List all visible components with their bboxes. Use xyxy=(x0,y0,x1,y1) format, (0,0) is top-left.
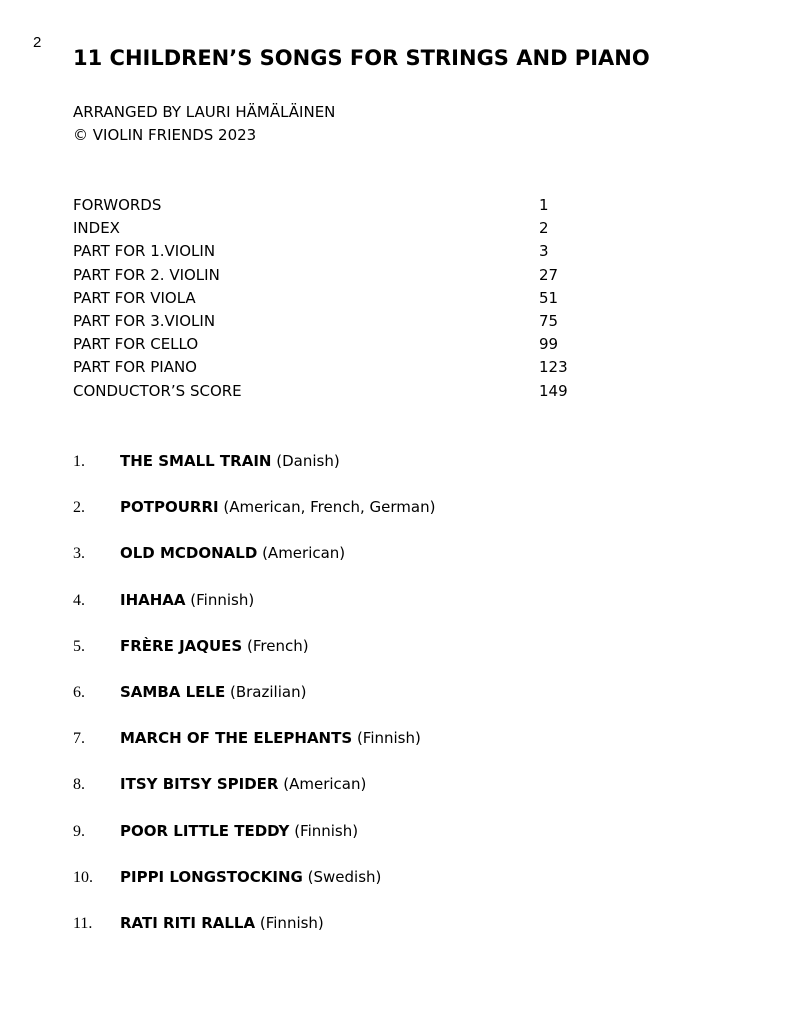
song-origin: (Finnish) xyxy=(294,821,359,840)
toc-row-violin-3 xyxy=(73,310,573,333)
song-title: PIPPI LONGSTOCKING xyxy=(120,867,303,886)
table-of-contents xyxy=(73,194,573,403)
song-origin: (Swedish) xyxy=(307,867,382,886)
song-origin: (American) xyxy=(262,544,346,563)
credits-block xyxy=(73,101,335,147)
toc-label: PART FOR CELLO xyxy=(73,335,199,354)
song-number: 7. xyxy=(73,730,85,748)
arranger-line: ARRANGED BY LAURI HÄMÄLÄINEN xyxy=(73,103,336,121)
toc-label: INDEX xyxy=(73,219,120,238)
toc-label: CONDUCTOR’S SCORE xyxy=(73,381,242,400)
toc-row-violin-1 xyxy=(73,240,573,263)
song-title: POOR LITTLE TEDDY xyxy=(120,821,290,840)
song-number: 4. xyxy=(73,591,85,609)
toc-page-number: 3 xyxy=(539,242,549,261)
song-number: 8. xyxy=(73,776,85,794)
toc-row-piano xyxy=(73,356,573,379)
toc-page-number: 149 xyxy=(539,381,568,400)
toc-label: PART FOR PIANO xyxy=(73,358,197,377)
song-origin: (Danish) xyxy=(276,452,340,470)
toc-row-conductors-score xyxy=(73,380,573,403)
toc-label: PART FOR 3.VIOLIN xyxy=(73,311,216,330)
toc-label: PART FOR VIOLA xyxy=(73,288,196,307)
toc-page-number: 27 xyxy=(539,265,559,284)
song-title: ITSY BITSY SPIDER xyxy=(120,775,279,794)
page-number: 2 xyxy=(33,34,42,51)
song-number: 2. xyxy=(73,499,85,517)
song-origin: (American) xyxy=(283,775,367,794)
song-title: FRÈRE JAQUES xyxy=(120,636,243,655)
toc-label: FORWORDS xyxy=(73,196,162,214)
song-title: MARCH OF THE ELEPHANTS xyxy=(120,729,353,748)
song-number: 11. xyxy=(73,914,93,932)
song-title: OLD MCDONALD xyxy=(120,544,258,563)
toc-row-viola xyxy=(73,287,573,310)
toc-page-number: 75 xyxy=(539,311,559,330)
toc-page-number: 1 xyxy=(539,196,549,214)
song-origin: (Finnish) xyxy=(259,913,324,932)
song-number: 6. xyxy=(73,683,85,701)
document-title: 11 CHILDREN’S SONGS FOR STRINGS AND PIANO xyxy=(73,46,650,70)
song-origin: (Brazilian) xyxy=(230,682,307,701)
toc-row-index xyxy=(73,217,573,240)
toc-row-cello xyxy=(73,333,573,356)
song-title: RATI RITI RALLA xyxy=(120,913,256,932)
song-origin: (Finnish) xyxy=(190,590,255,609)
song-origin: (American, French, German) xyxy=(223,498,436,517)
song-number: 1. xyxy=(73,453,85,470)
song-number: 9. xyxy=(73,822,85,840)
toc-page-number: 123 xyxy=(539,358,568,377)
song-number: 5. xyxy=(73,637,85,655)
toc-row-violin-2 xyxy=(73,264,573,287)
song-title: IHAHAA xyxy=(120,590,186,609)
song-origin: (Finnish) xyxy=(356,729,421,748)
copyright-line: © VIOLIN FRIENDS 2023 xyxy=(73,126,257,144)
toc-label: PART FOR 2. VIOLIN xyxy=(73,265,220,284)
song-origin: (French) xyxy=(247,636,309,655)
toc-page-number: 99 xyxy=(539,335,559,354)
song-title: POTPOURRI xyxy=(120,498,219,517)
song-title: THE SMALL TRAIN xyxy=(120,452,272,470)
toc-page-number: 2 xyxy=(539,219,549,238)
song-title: SAMBA LELE xyxy=(120,682,226,701)
toc-page-number: 51 xyxy=(539,288,559,307)
song-number: 10. xyxy=(73,868,93,886)
toc-label: PART FOR 1.VIOLIN xyxy=(73,242,216,261)
toc-row-forwords xyxy=(73,194,573,217)
song-number: 3. xyxy=(73,545,85,563)
